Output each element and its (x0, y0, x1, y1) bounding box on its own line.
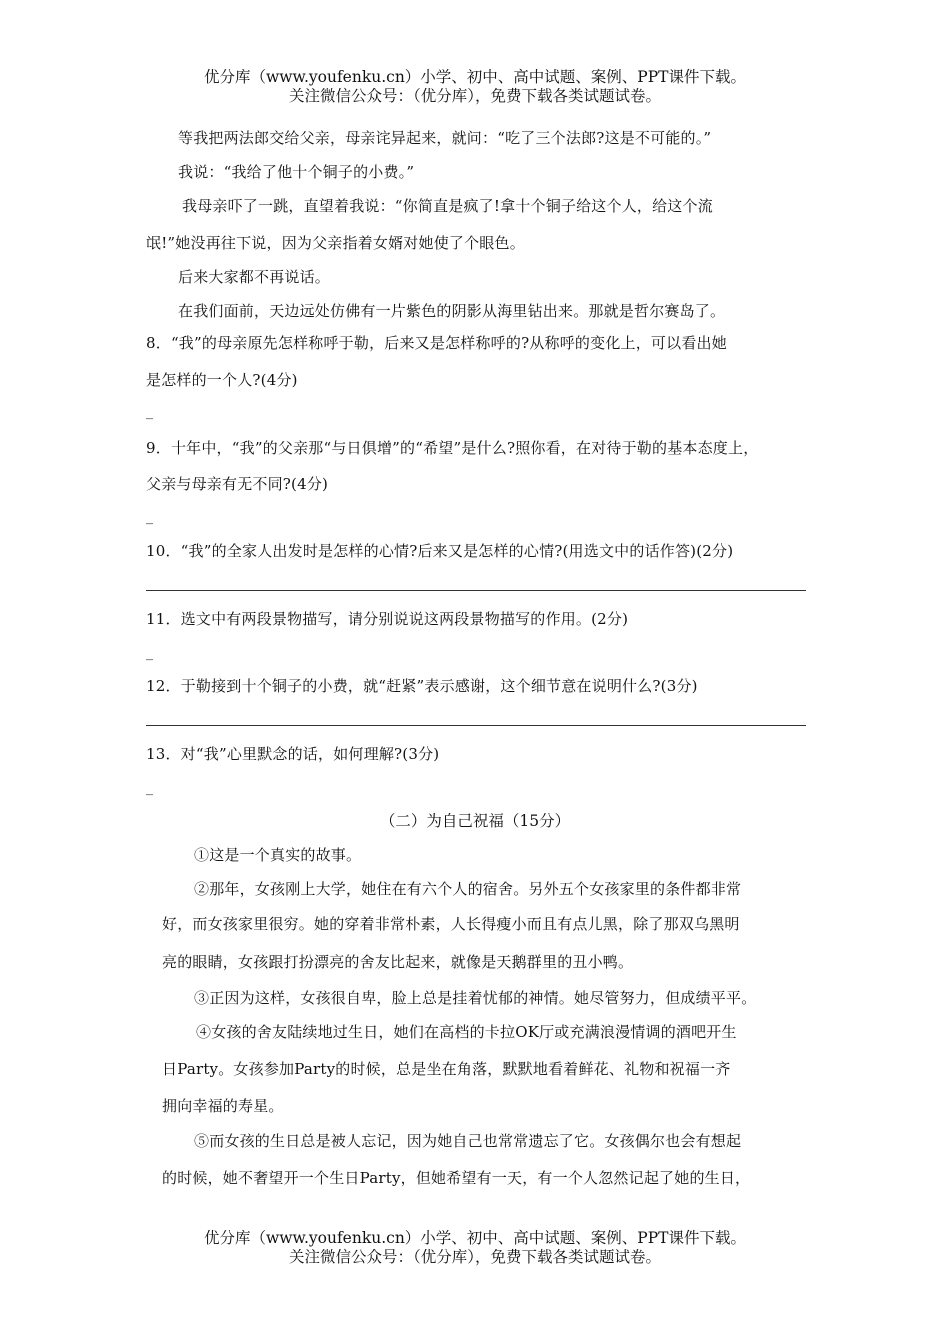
section-title: （二）为自己祝福（15分） (379, 812, 571, 830)
passage-line: 在我们面前，天边远处仿佛有一片紫色的阴影从海里钻出来。那就是哲尔赛岛了。 (178, 302, 726, 320)
passage-line: 我说：“我给了他十个铜子的小费。” (178, 163, 415, 181)
paragraph-2-cont: 好，而女孩家里很穷。她的穿着非常朴素，人长得瘦小而且有点儿黑，除了那双乌黑明 (162, 915, 740, 933)
paragraph-2: ②那年，女孩刚上大学，她住在有六个人的宿舍。另外五个女孩家里的条件都非常 (194, 880, 742, 898)
question-11: 11．选文中有两段景物描写，请分别说说这两段景物描写的作用。(2分) (146, 610, 629, 628)
paragraph-5: ⑤而女孩的生日总是被人忘记，因为她自己也常常遗忘了它。女孩偶尔也会有想起 (194, 1132, 742, 1150)
paragraph-4-cont: 拥向幸福的寿星。 (162, 1097, 284, 1115)
answer-blank: _ (146, 645, 153, 661)
answer-blank: _ (146, 509, 153, 525)
page-header-line-2: 关注微信公众号：（优分库），免费下载各类试题试卷。 (288, 87, 661, 105)
question-13: 13．对“我”心里默念的话，如何理解?(3分) (146, 745, 440, 763)
paragraph-2-cont: 亮的眼睛，女孩跟打扮漂亮的舍友比起来，就像是天鹅群里的丑小鸭。 (162, 953, 634, 971)
answer-line (146, 725, 806, 726)
passage-line: 我母亲吓了一跳，直望着我说：“你简直是疯了!拿十个铜子给这个人，给这个流 (182, 197, 713, 215)
question-12: 12．于勒接到十个铜子的小费，就“赶紧”表示感谢，这个细节意在说明什么?(3分) (146, 677, 698, 695)
page-header-line-1: 优分库（www.youfenku.cn）小学、初中、高中试题、案例、PPT课件下载。 (203, 68, 747, 86)
paragraph-4-cont: 日Party。女孩参加Party的时候，总是坐在角落，默默地看着鲜花、礼物和祝福一齐 (162, 1060, 731, 1078)
question-10: 10．“我”的全家人出发时是怎样的心情?后来又是怎样的心情?(用选文中的话作答)(2分) (146, 542, 734, 560)
question-8: 8．“我”的母亲原先怎样称呼于勒，后来又是怎样称呼的?从称呼的变化上，可以看出她 (146, 334, 727, 352)
paragraph-4: ④女孩的舍友陆续地过生日，她们在高档的卡拉OK厅或充满浪漫情调的酒吧开生 (196, 1023, 737, 1041)
answer-blank: _ (146, 404, 153, 420)
passage-line: 等我把两法郎交给父亲，母亲诧异起来，就问：“吃了三个法郎?这是不可能的。” (178, 129, 712, 147)
paragraph-5-cont: 的时候，她不奢望开一个生日Party，但她希望有一天，有一个人忽然记起了她的生日， (162, 1169, 751, 1187)
question-8-cont: 是怎样的一个人?(4分) (146, 371, 298, 389)
page-footer-line-2: 关注微信公众号：（优分库），免费下载各类试题试卷。 (288, 1248, 661, 1266)
paragraph-1: ①这是一个真实的故事。 (194, 846, 362, 864)
question-9-cont: 父亲与母亲有无不同?(4分) (146, 475, 329, 493)
paragraph-3: ③正因为这样，女孩很自卑，脸上总是挂着忧郁的神情。她尽管努力，但成绩平平。 (194, 989, 757, 1007)
passage-line: 氓!”她没再往下说，因为父亲指着女婿对她使了个眼色。 (146, 234, 525, 252)
page-footer-line-1: 优分库（www.youfenku.cn）小学、初中、高中试题、案例、PPT课件下载。 (203, 1229, 747, 1247)
answer-line (146, 590, 806, 591)
question-9: 9．十年中，“我”的父亲那“与日俱增”的“希望”是什么?照你看，在对待于勒的基本态度上， (146, 439, 759, 457)
answer-blank: _ (146, 780, 153, 796)
passage-line: 后来大家都不再说话。 (178, 268, 331, 286)
